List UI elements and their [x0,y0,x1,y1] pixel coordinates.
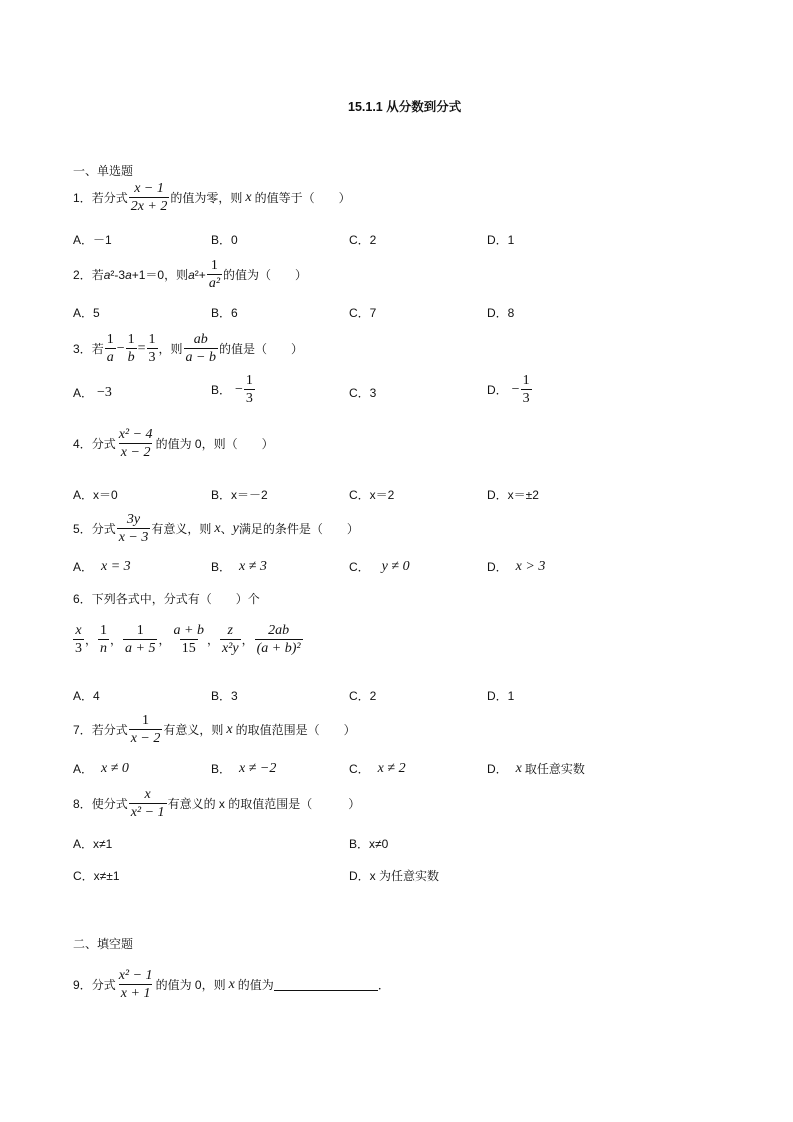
fraction: $\frac{a + b}{15}$ [173,623,204,656]
question-number: 2． [73,268,92,282]
fraction: $\frac{1}{\text{a²}}$ [208,258,221,291]
fraction: $\frac{1}{x - 2}$ [130,713,161,746]
option-d[interactable]: D．1 [487,233,515,247]
option-a[interactable]: A． x = 3 [73,558,131,574]
fraction: $\frac{1}{b}$ [127,332,135,365]
option-a[interactable]: A． −3 [73,384,112,400]
question-number: 7． [73,723,92,737]
question-2: 2． 若 a ²-3 a +1＝0，则 a ²+ $\frac{1}{\text{a²}}$ 的值为（ ） [73,258,308,291]
option-d[interactable]: D．x＝±2 [487,488,539,502]
question-number: 9． [73,978,92,992]
fraction: $\frac{1}{3}$ [522,373,530,406]
fraction: $\frac{\text{x² − 4}}{x - 2}$ [118,427,153,460]
section-fill-in: 二、填空题 [73,937,134,951]
fraction: $\frac{\text{x² − 1}}{x + 1}$ [118,968,153,1001]
fraction: $\frac{1}{a + 5}$ [125,623,156,656]
option-c[interactable]: C．7 [349,306,377,320]
option-a[interactable]: A． x ≠ 0 [73,760,129,776]
option-a[interactable]: A．5 [73,306,100,320]
option-c[interactable]: C．x≠±1 [73,869,120,883]
fraction: $\frac{x - 1}{2x + 2}$ [130,181,168,214]
option-d[interactable]: D．x 为任意实数 [349,869,440,883]
option-b[interactable]: B． − $\frac{1}{3}$ [211,373,253,406]
page-title: 15.1.1 从分数到分式 [348,100,462,114]
option-c[interactable]: C． x ≠ 2 [349,760,406,776]
fraction: $\frac{1}{n}$ [100,623,108,656]
option-b[interactable]: B．6 [211,306,238,320]
option-c[interactable]: C．2 [349,233,377,247]
fraction: $\frac{x}{\text{x² − 1}}$ [130,787,165,820]
option-a[interactable]: A．x≠1 [73,837,113,851]
option-b[interactable]: B． x ≠ −2 [211,760,277,776]
question-4: 4． 分式 $\frac{\text{x² − 4}}{x - 2}$ 的值为 0，则（ ） [73,427,274,460]
option-a[interactable]: A．x＝0 [73,488,118,502]
option-d[interactable]: D． − $\frac{1}{3}$ [487,373,530,406]
question-6: 6． 下列各式中，分式有（ ）个 [73,592,260,606]
option-d[interactable]: D．1 [487,689,515,703]
question-1: 1． 若分式 $\frac{x - 1}{2x + 2}$ 的值为零，则 x 的值等于（ ） [73,181,351,214]
fraction-list: $\frac{x}{3}$ ， $\frac{1}{n}$ ， $\frac{1}{a + 5}$ ， $\frac{a + b}{15}$ ， $\frac{z}{\text{x²y}}$ ， $\frac{2ab}{\text{(a + b)²}}$ [75,623,301,656]
fraction: $\frac{ab}{a - b}$ [185,332,216,365]
fraction: $\frac{z}{\text{x²y}}$ [221,623,239,656]
option-d[interactable]: D． x > 3 [487,558,546,574]
question-number: 6． [73,592,92,606]
question-number: 3． [73,342,92,356]
option-d[interactable]: D． x 取任意实数 [487,760,585,776]
question-3: 3． 若 $\frac{1}{a}$ − $\frac{1}{b}$ = $\frac{1}{3}$ ，则 $\frac{ab}{a - b}$ 的值是（ ） [73,332,303,365]
fraction: $\frac{x}{3}$ [75,623,82,656]
option-c[interactable]: C．2 [349,689,377,703]
fraction: $\frac{2ab}{\text{(a + b)²}}$ [256,623,301,656]
option-b[interactable]: B．3 [211,689,238,703]
question-8: 8． 使分式 $\frac{x}{\text{x² − 1}}$ 有意义的 x 的取值范围是（ ） [73,787,361,820]
option-a[interactable]: A．4 [73,689,100,703]
option-a[interactable]: A．－1 [73,233,112,247]
question-number: 8． [73,797,92,811]
option-c[interactable]: C．x＝2 [349,488,395,502]
question-number: 1． [73,191,92,205]
option-c[interactable]: C．3 [349,386,377,400]
fraction: $\frac{1}{a}$ [106,332,114,365]
question-5: 5． 分式 $\frac{3y}{x - 3}$ 有意义，则 x 、 y 满足的条件是（ ） [73,512,359,545]
fraction: $\frac{1}{3}$ [245,373,253,406]
option-b[interactable]: B．x≠0 [349,837,389,851]
fraction: $\frac{1}{3}$ [148,332,156,365]
option-d[interactable]: D．8 [487,306,515,320]
question-9: 9． 分式 $\frac{\text{x² − 1}}{x + 1}$ 的值为 0，则 x 的值为 ． [73,968,390,1001]
option-b[interactable]: B．0 [211,233,238,247]
answer-blank[interactable] [274,979,378,991]
fraction: $\frac{3y}{x - 3}$ [118,512,149,545]
option-b[interactable]: B． x ≠ 3 [211,558,267,574]
section-single-choice: 一、单选题 [73,164,134,178]
question-number: 5． [73,522,92,536]
option-b[interactable]: B．x＝－2 [211,488,268,502]
question-number: 4． [73,437,92,451]
option-c[interactable]: C． y ≠ 0 [349,558,410,574]
question-7: 7． 若分式 $\frac{1}{x - 2}$ 有意义，则 x 的取值范围是（ ） [73,713,356,746]
question-text: 若分式 [91,191,128,205]
